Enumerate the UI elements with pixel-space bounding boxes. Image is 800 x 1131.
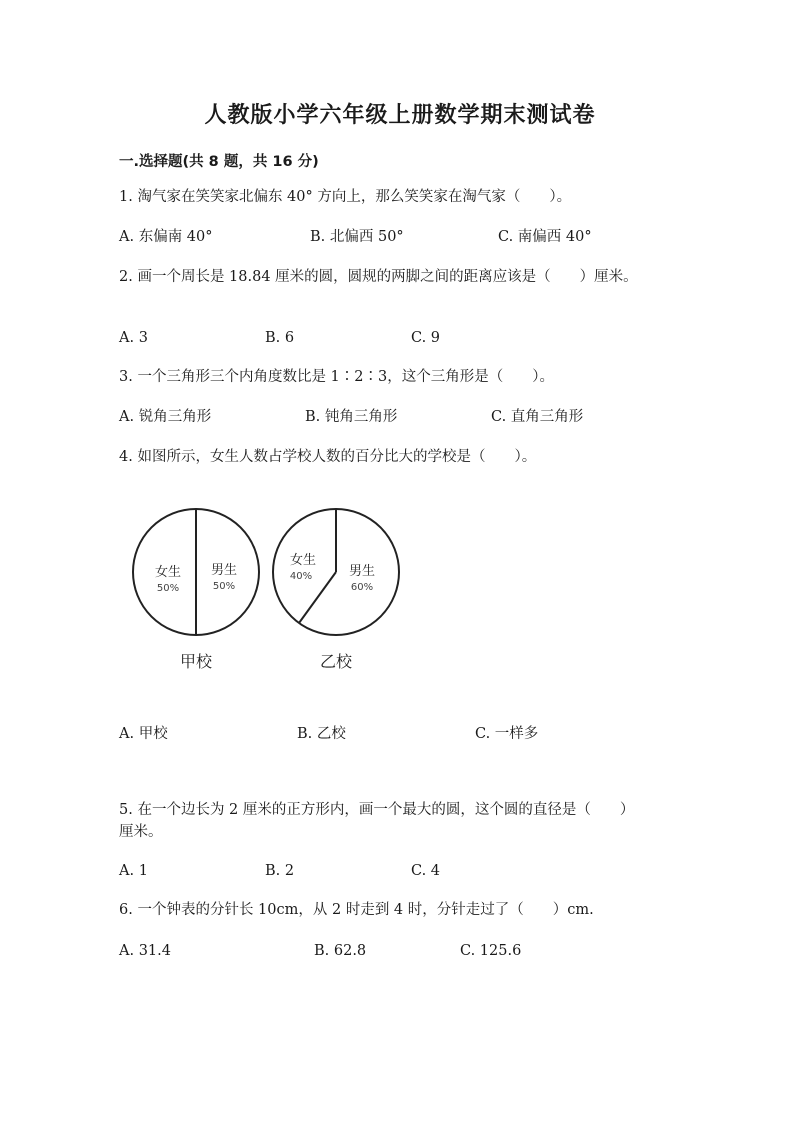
- q1-option-c[interactable]: C. 南偏西 40°: [498, 229, 592, 245]
- question-2: 2. 画一个周长是 18.84 厘米的圆，圆规的两脚之间的距离应该是（ ）厘米。: [119, 269, 638, 285]
- question-4: 4. 如图所示，女生人数占学校人数的百分比大的学校是（ ）。: [119, 449, 537, 465]
- school-b-girls-pct: 40%: [289, 571, 313, 582]
- q5-option-a[interactable]: A. 1: [119, 863, 148, 879]
- q5-option-c[interactable]: C. 4: [411, 863, 441, 879]
- q4-option-b[interactable]: B. 乙校: [297, 726, 346, 742]
- q3-option-c[interactable]: C. 直角三角形: [491, 409, 584, 425]
- q1-option-a[interactable]: A. 东偏南 40°: [119, 229, 213, 245]
- q6-option-b[interactable]: B. 62.8: [314, 943, 367, 959]
- pie-school-a: [133, 509, 259, 671]
- page-title: 人教版小学六年级上册数学期末测试卷: [204, 102, 596, 128]
- q4-option-a[interactable]: A. 甲校: [119, 726, 168, 742]
- school-b-girls-label: 女生: [289, 553, 317, 568]
- pie-charts-figure: [125, 500, 425, 680]
- q2-option-b[interactable]: B. 6: [265, 330, 295, 346]
- q6-option-c[interactable]: C. 125.6: [460, 943, 522, 959]
- school-b-label: 乙校: [319, 652, 353, 671]
- q4-option-c[interactable]: C. 一样多: [475, 726, 539, 742]
- school-b-boys-pct: 60%: [350, 582, 374, 593]
- question-5: 5. 在一个边长为 2 厘米的正方形内，画一个最大的圆，这个圆的直径是（ ）厘米。: [119, 802, 635, 840]
- school-b-boys-label: 男生: [348, 564, 376, 579]
- school-a-girls-label: 女生: [154, 565, 182, 580]
- q2-option-c[interactable]: C. 9: [411, 330, 441, 346]
- school-a-boys-pct: 50%: [212, 581, 236, 592]
- q5-option-b[interactable]: B. 2: [265, 863, 295, 879]
- q2-option-a[interactable]: A. 3: [119, 330, 148, 346]
- pie-school-b: [273, 509, 399, 671]
- q6-option-a[interactable]: A. 31.4: [119, 943, 171, 959]
- q1-option-b[interactable]: B. 北偏西 50°: [310, 229, 404, 245]
- question-3: 3. 一个三角形三个内角度数比是 1∶2∶3，这个三角形是（ ）。: [119, 369, 554, 385]
- school-a-label: 甲校: [179, 652, 213, 671]
- question-1: 1. 淘气家在笑笑家北偏东 40° 方向上，那么笑笑家在淘气家（ ）。: [119, 189, 572, 205]
- q3-option-a[interactable]: A. 锐角三角形: [119, 409, 212, 425]
- school-a-girls-pct: 50%: [156, 583, 180, 594]
- question-6: 6. 一个钟表的分针长 10cm，从 2 时走到 4 时，分针走过了（ ）cm.: [119, 902, 594, 918]
- q3-option-b[interactable]: B. 钝角三角形: [305, 409, 398, 425]
- school-a-boys-label: 男生: [210, 563, 238, 578]
- section-heading: 一.选择题(共 8 题，共 16 分): [119, 154, 319, 170]
